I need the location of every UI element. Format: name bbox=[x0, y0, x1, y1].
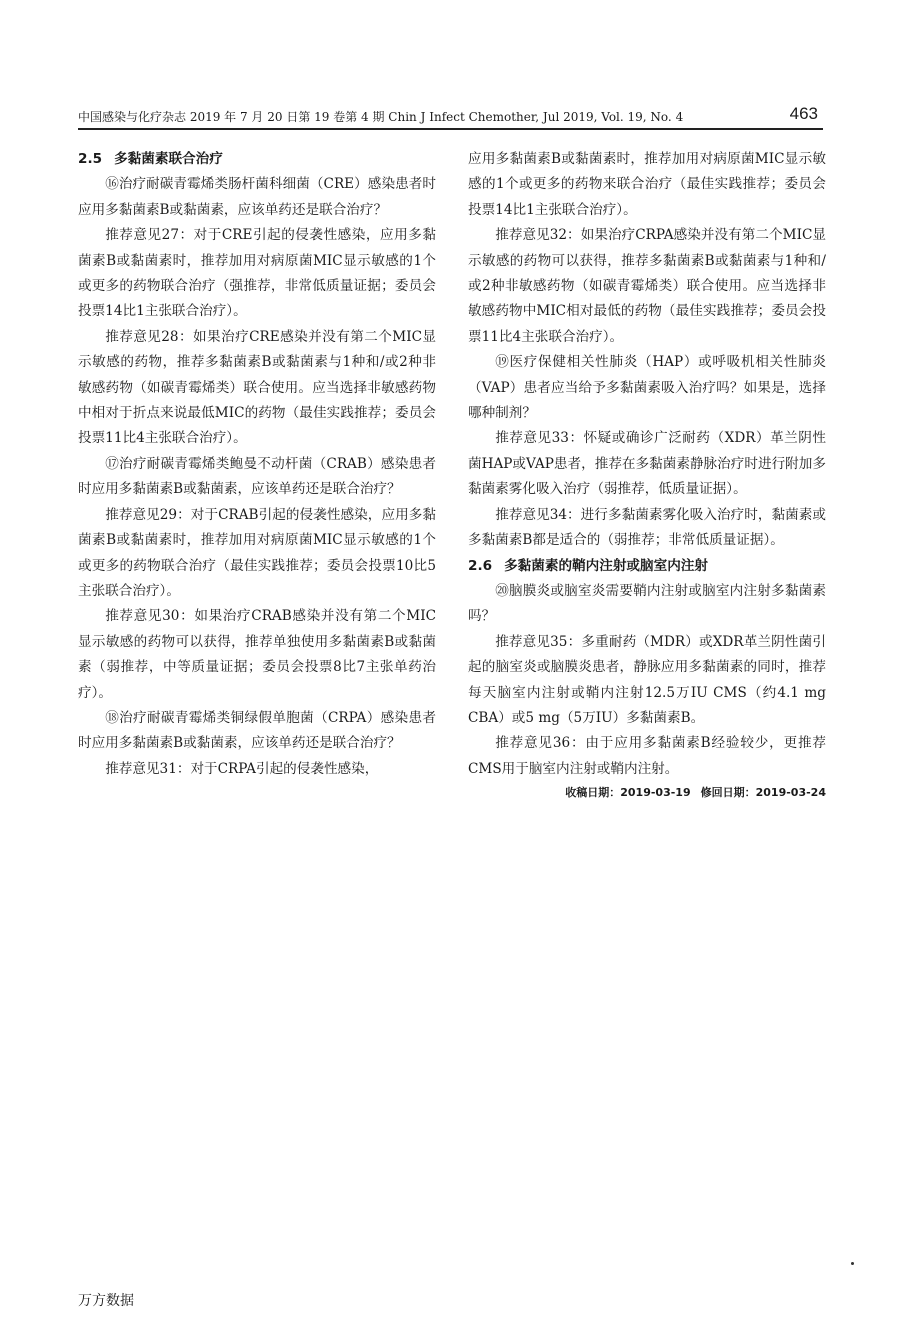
recommendation-30: 推荐意见30：如果治疗CRAB感染并没有第二个MIC显示敏感的药物可以获得，推荐单独使用多黏菌素B或黏菌素（弱推荐，中等质量证据；委员会投票8比7主张单药治疗）。 bbox=[78, 608, 436, 701]
left-column bbox=[78, 147, 436, 782]
journal-info: 中国感染与化疗杂志 2019 年 7 月 20 日第 19 卷第 4 期 Chin J Infect Chemother, Jul 2019, Vol. 19, No. 4 bbox=[78, 110, 684, 124]
header-rule bbox=[78, 128, 823, 130]
section-title: 多黏菌素联合治疗 bbox=[114, 151, 223, 167]
question-19: ⑲医疗保健相关性肺炎（HAP）或呼吸机相关性肺炎（VAP）患者应当给予多黏菌素吸入治疗吗？如果是，选择哪种制剂？ bbox=[468, 354, 826, 422]
recommendation-33: 推荐意见33：怀疑或确诊广泛耐药（XDR）革兰阴性菌HAP或VAP患者，推荐在多黏菌素静脉治疗时进行附加多黏菌素雾化吸入治疗（弱推荐，低质量证据）。 bbox=[468, 430, 826, 498]
section-heading-2-6 bbox=[468, 554, 826, 579]
scan-speck bbox=[851, 1262, 854, 1265]
right-column bbox=[468, 147, 826, 802]
recommendation-35: 推荐意见35：多重耐药（MDR）或XDR革兰阴性菌引起的脑室炎或脑膜炎患者，静脉应用多黏菌素的同时，推荐每天脑室内注射或鞘内注射12.5万IU CMS（约4.1 mg CBA）或5 mg（5万IU）多黏菌素B。 bbox=[468, 633, 826, 726]
article-dates bbox=[468, 784, 826, 802]
recommendation-32: 推荐意见32：如果治疗CRPA感染并没有第二个MIC显示敏感的药物可以获得，推荐多黏菌素B或黏菌素与1种和/或2种非敏感药物（如碳青霉烯类）联合使用。应当选择非敏感药物中MIC相对最低的药物（最佳实践推荐；委员会投票11比4主张联合治疗）。 bbox=[468, 227, 826, 345]
recommendation-27: 推荐意见27：对于CRE引起的侵袭性感染，应用多黏菌素B或黏菌素时，推荐加用对病原菌MIC显示敏感的1个或更多的药物联合治疗（强推荐，非常低质量证据；委员会投票14比1主张联合治疗）。 bbox=[78, 227, 436, 320]
question-18: ⑱治疗耐碳青霉烯类铜绿假单胞菌（CRPA）感染患者时应用多黏菌素B或黏菌素，应该单药还是联合治疗？ bbox=[78, 709, 436, 752]
page-number: 463 bbox=[789, 104, 818, 123]
recommendation-28: 推荐意见28：如果治疗CRE感染并没有第二个MIC显示敏感的药物，推荐多黏菌素B或黏菌素与1种和/或2种非敏感药物（如碳青霉烯类）联合使用。应当选择非敏感药物中相对于折点来说最低MIC的药物（最佳实践推荐；委员会投票11比4主张联合治疗）。 bbox=[78, 328, 436, 447]
received-date: 收稿日期：2019-03-19 bbox=[565, 786, 691, 800]
revised-date: 修回日期：2019-03-24 bbox=[700, 786, 826, 800]
recommendation-31-start: 推荐意见31：对于CRPA引起的侵袭性感染， bbox=[105, 760, 379, 777]
recommendation-34: 推荐意见34：进行多黏菌素雾化吸入治疗时，黏菌素或多黏菌素B都是适合的（弱推荐；非常低质量证据）。 bbox=[468, 506, 826, 549]
question-17: ⑰治疗耐碳青霉烯类鲍曼不动杆菌（CRAB）感染患者时应用多黏菌素B或黏菌素，应该单药还是联合治疗？ bbox=[78, 455, 436, 498]
running-header bbox=[78, 104, 818, 126]
question-16: ⑯治疗耐碳青霉烯类肠杆菌科细菌（CRE）感染患者时应用多黏菌素B或黏菌素，应该单药还是联合治疗？ bbox=[78, 176, 436, 218]
section-number: 2.5 bbox=[78, 151, 103, 167]
recommendation-36: 推荐意见36：由于应用多黏菌素B经验较少，更推荐CMS用于脑室内注射或鞘内注射。 bbox=[468, 735, 826, 777]
section-number: 2.6 bbox=[468, 557, 493, 574]
watermark-footer: 万方数据 bbox=[78, 1293, 134, 1309]
section-heading-2-5 bbox=[78, 147, 436, 172]
section-title: 多黏菌素的鞘内注射或脑室内注射 bbox=[504, 557, 708, 574]
question-20: ⑳脑膜炎或脑室炎需要鞘内注射或脑室内注射多黏菌素吗？ bbox=[468, 582, 826, 625]
recommendation-31-continued: 应用多黏菌素B或黏菌素时，推荐加用对病原菌MIC显示敏感的1个或更多的药物来联合治疗（最佳实践推荐；委员会投票14比1主张联合治疗）。 bbox=[468, 151, 826, 218]
recommendation-29: 推荐意见29：对于CRAB引起的侵袭性感染，应用多黏菌素B或黏菌素时，推荐加用对病原菌MIC显示敏感的1个或更多的药物联合治疗（最佳实践推荐；委员会投票10比5主张联合治疗）。 bbox=[78, 506, 436, 599]
